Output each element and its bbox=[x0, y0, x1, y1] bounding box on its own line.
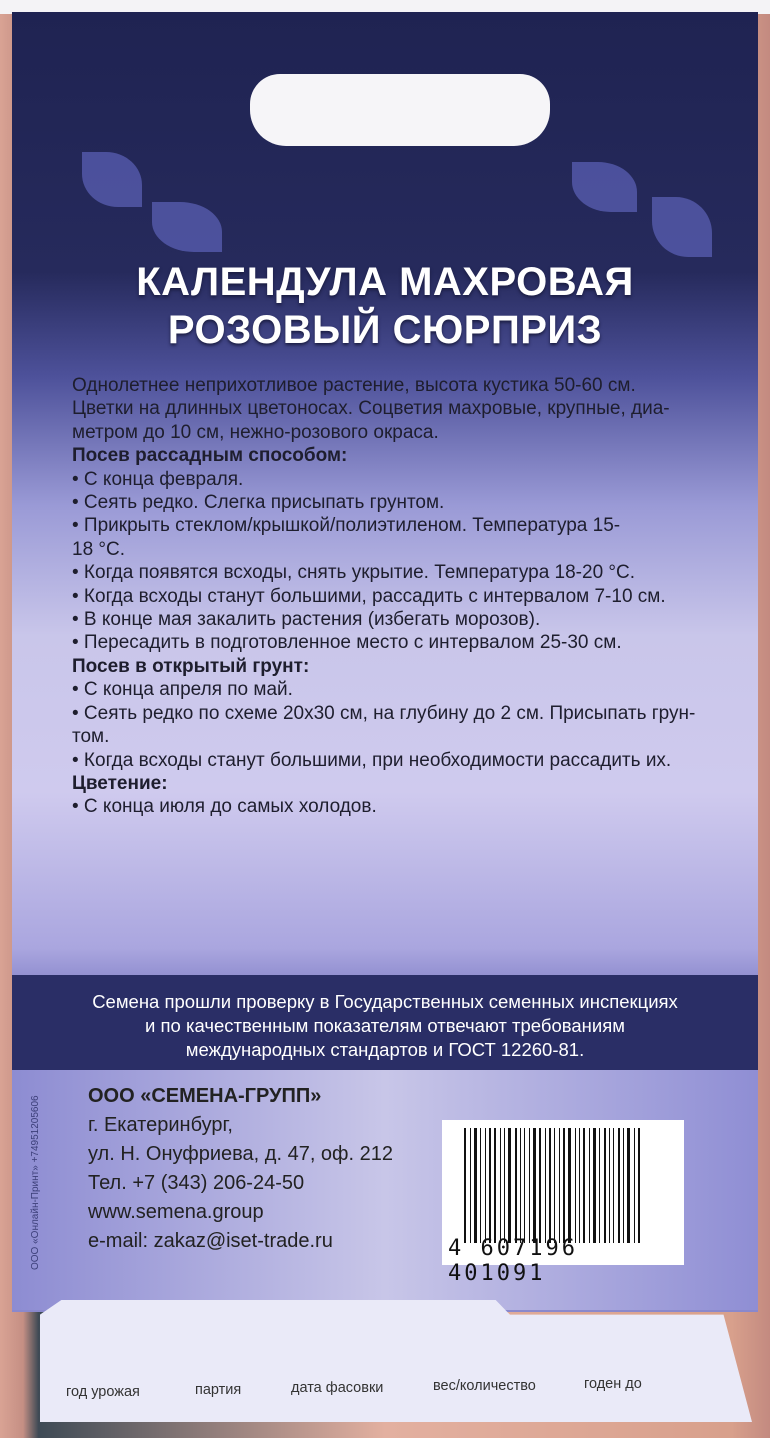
barcode-bar bbox=[575, 1128, 576, 1243]
instruction-line: • Когда всходы станут большими, рассадить с интервалом 7-10 см. bbox=[72, 585, 666, 607]
barcode-bar bbox=[464, 1128, 466, 1243]
barcode-bar bbox=[515, 1128, 517, 1243]
company-website: www.semena.group bbox=[88, 1201, 264, 1223]
barcode-bar bbox=[545, 1128, 546, 1243]
field-expiry: годен до bbox=[584, 1376, 642, 1392]
barcode-bar bbox=[549, 1128, 551, 1243]
title-line: РОЗОВЫЙ СЮРПРИЗ bbox=[167, 308, 603, 352]
instruction-line: Однолетнее неприхотливое растение, высота кустика 50-60 см. bbox=[72, 375, 636, 396]
section-heading: Цветение: bbox=[72, 772, 168, 794]
barcode-bar bbox=[485, 1128, 486, 1243]
instruction-line: • Сеять редко. Слегка присыпать грунтом. bbox=[72, 492, 445, 514]
barcode-bar bbox=[500, 1128, 501, 1243]
growing-instructions bbox=[72, 374, 712, 819]
leaf-decoration bbox=[572, 162, 637, 212]
packing-label bbox=[40, 1300, 752, 1422]
barcode-number: 4 607196 401091 bbox=[448, 1236, 578, 1286]
barcode-bar bbox=[568, 1128, 571, 1243]
barcode-bar bbox=[504, 1128, 505, 1243]
section-heading: Посев в открытый грунт: bbox=[72, 655, 310, 677]
barcode-bar bbox=[634, 1128, 635, 1243]
barcode-bar bbox=[494, 1128, 496, 1243]
barcode-bar bbox=[554, 1128, 555, 1243]
company-address: ул. Н. Онуфриева, д. 47, оф. 212 bbox=[88, 1143, 393, 1165]
barcode bbox=[442, 1120, 684, 1286]
instruction-line: • Прикрыть стеклом/крышкой/полиэтиленом. Температура 15- bbox=[72, 515, 621, 537]
leaf-decoration bbox=[152, 202, 222, 252]
instruction-line: • Когда появятся всходы, снять укрытие. Температура 18-20 °С. bbox=[72, 562, 636, 584]
instruction-line: • С конца апреля по май. bbox=[72, 679, 293, 701]
barcode-bar bbox=[508, 1128, 511, 1243]
instruction-line: 18 °С. bbox=[72, 538, 126, 560]
company-name: ООО «СЕМЕНА-ГРУПП» bbox=[88, 1085, 322, 1107]
leaf-decoration bbox=[652, 197, 712, 257]
company-phone: Тел. +7 (343) 206-24-50 bbox=[88, 1172, 305, 1194]
instruction-line: • Сеять редко по схеме 20х30 см, на глубину до 2 см. Присыпать грун- bbox=[72, 702, 696, 724]
barcode-bar bbox=[559, 1128, 560, 1243]
company-info bbox=[88, 1082, 393, 1256]
instruction-line: • В конце мая закалить растения (избегать морозов). bbox=[72, 609, 541, 631]
field-packing-date: дата фасовки bbox=[291, 1380, 384, 1396]
certification-line: международных стандартов и ГОСТ 12260-81. bbox=[185, 1039, 585, 1060]
barcode-bar bbox=[529, 1128, 530, 1243]
instruction-line: • С конца февраля. bbox=[72, 468, 244, 490]
barcode-bar bbox=[470, 1128, 471, 1243]
barcode-bar bbox=[524, 1128, 525, 1243]
barcode-bar bbox=[474, 1128, 477, 1243]
field-harvest-year: год урожая bbox=[66, 1384, 140, 1400]
product-title bbox=[0, 258, 770, 354]
instruction-line: том. bbox=[72, 726, 110, 748]
leaf-decoration bbox=[82, 152, 142, 207]
barcode-bar bbox=[593, 1128, 596, 1243]
instruction-line: метром до 10 см, нежно-розового окраса. bbox=[72, 421, 439, 443]
instruction-line: • Пересадить в подготовленное место с интервалом 25-30 см. bbox=[72, 632, 622, 654]
barcode-bar bbox=[539, 1128, 541, 1243]
barcode-bar bbox=[618, 1128, 620, 1243]
barcode-bar bbox=[583, 1128, 585, 1243]
instruction-line: • Когда всходы станут большими, при необходимости рассадить их. bbox=[72, 749, 672, 771]
certification-band bbox=[12, 975, 758, 1070]
company-city: г. Екатеринбург, bbox=[88, 1114, 233, 1136]
barcode-bar bbox=[623, 1128, 624, 1243]
barcode-bar bbox=[589, 1128, 590, 1243]
section-heading: Посев рассадным способом: bbox=[72, 445, 348, 467]
barcode-bar bbox=[520, 1128, 521, 1243]
barcode-bar bbox=[480, 1128, 481, 1243]
title-line: КАЛЕНДУЛА МАХРОВАЯ bbox=[136, 260, 634, 304]
barcode-bar bbox=[638, 1128, 640, 1243]
company-email: e-mail: zakaz@iset-trade.ru bbox=[88, 1230, 333, 1252]
printer-info: ООО «Онлайн-Принт» +74951205606 bbox=[30, 1095, 41, 1270]
certification-line: Семена прошли проверку в Государственных семенных инспекциях bbox=[92, 991, 678, 1012]
barcode-bar bbox=[613, 1128, 614, 1243]
instruction-line: Цветки на длинных цветоносах. Соцветия махровые, крупные, диа- bbox=[72, 398, 670, 420]
barcode-bar bbox=[563, 1128, 565, 1243]
barcode-bars bbox=[464, 1128, 676, 1243]
barcode-bar bbox=[627, 1128, 630, 1243]
barcode-bar bbox=[609, 1128, 610, 1243]
certification-line: и по качественным показателям отвечают требованиям bbox=[145, 1015, 625, 1036]
field-batch: партия bbox=[195, 1382, 242, 1398]
barcode-bar bbox=[579, 1128, 580, 1243]
barcode-bar bbox=[599, 1128, 600, 1243]
barcode-bar bbox=[604, 1128, 606, 1243]
barcode-bar bbox=[489, 1128, 491, 1243]
barcode-bar bbox=[533, 1128, 536, 1243]
instruction-line: • С конца июля до самых холодов. bbox=[72, 796, 377, 818]
field-weight: вес/количество bbox=[433, 1378, 536, 1394]
hanger-hole bbox=[250, 74, 550, 146]
